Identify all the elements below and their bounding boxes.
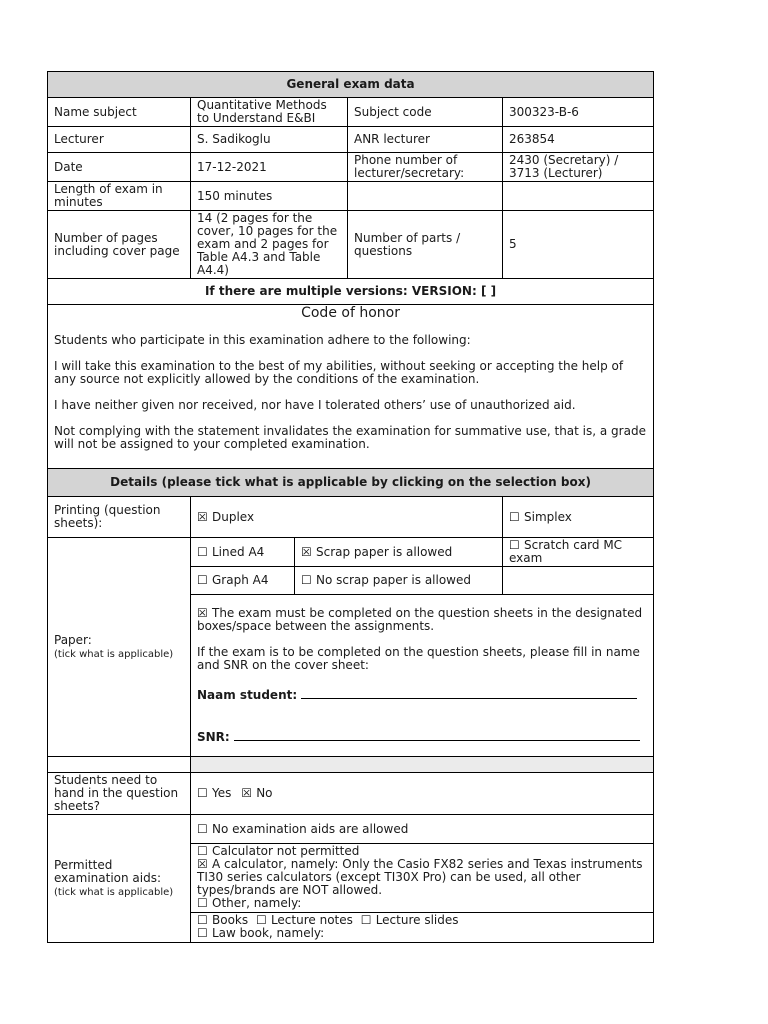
lined-a4-label: Lined A4 — [212, 544, 265, 559]
snr-row — [197, 728, 647, 744]
no-label: No — [256, 786, 273, 800]
lecturer-label: Lecturer — [48, 127, 191, 153]
number-of-pages-label: Number of pages including cover page — [48, 211, 191, 279]
no-scrap-label: No scrap paper is allowed — [316, 573, 471, 587]
permitted-aids-label: Permitted examination aids: — [54, 857, 162, 885]
code-of-honor-title: Code of honor — [301, 305, 400, 321]
no-aids-checkbox[interactable]: ☐ — [197, 821, 208, 836]
scratch-card-checkbox[interactable]: ☐ — [509, 538, 520, 552]
fill-in-note: If the exam is to be completed on the question sheets, please fill in name and SNR on the cover sheet: — [197, 645, 640, 672]
law-book-label: Law book, namely: — [212, 926, 325, 940]
snr-label: SNR: — [197, 730, 230, 744]
versions-line: If there are multiple versions: VERSION: [ ] — [48, 279, 654, 305]
number-of-parts-label: Number of parts / questions — [348, 211, 503, 279]
date-value: 17-12-2021 — [191, 153, 348, 182]
lined-a4-option[interactable] — [191, 538, 295, 567]
scrap-allowed-option[interactable] — [295, 538, 503, 567]
paper-label: Paper: — [54, 632, 92, 647]
exam-length-label: Length of exam in minutes — [48, 182, 191, 211]
yes-label: Yes — [212, 786, 232, 800]
yes-checkbox[interactable]: ☐ — [197, 786, 208, 800]
scrap-allowed-label: Scrap paper is allowed — [316, 544, 453, 559]
empty-cell — [348, 182, 503, 211]
no-scrap-option[interactable] — [295, 567, 503, 595]
hand-in-options — [191, 773, 654, 815]
details-header: Details (please tick what is applicable by clicking on the selection box) — [48, 469, 654, 497]
calc-not-permitted-checkbox[interactable]: ☐ — [197, 844, 208, 858]
lecture-notes-label: Lecture notes — [270, 913, 353, 927]
empty-cell — [503, 182, 654, 211]
name-subject-value: Quantitative Methods to Understand E&BI — [191, 98, 348, 127]
complete-on-sheets-label: The exam must be completed on the question sheets in the designated boxes/space between the assignments. — [197, 606, 643, 633]
naam-student-input[interactable] — [301, 686, 637, 699]
scrap-allowed-checkbox[interactable]: ☒ — [301, 544, 312, 559]
calc-not-permitted-label: Calculator not permitted — [212, 844, 360, 858]
scratch-card-option[interactable] — [503, 538, 654, 567]
graph-a4-option[interactable] — [191, 567, 295, 595]
law-book-option[interactable] — [197, 927, 647, 940]
calc-permitted-label: A calculator, namely: Only the Casio FX82 series and Texas instruments TI30 series calculators (except TI30X Pro) can be used, all other types/brands are NOT allowed. — [197, 857, 643, 897]
paper-label-cell — [48, 538, 191, 757]
honor-paragraph: Not complying with the statement invalidates the examination for summative use, that is, a grade will not be assigned to your completed examination. — [54, 424, 646, 451]
books-label: Books — [212, 913, 249, 927]
duplex-label: Duplex — [212, 509, 255, 524]
no-aids-label: No examination aids are allowed — [212, 821, 409, 836]
hand-in-label: Students need to hand in the question sheets? — [48, 773, 191, 815]
exam-cover-sheet — [47, 71, 653, 943]
exam-length-value: 150 minutes — [191, 182, 348, 211]
duplex-checkbox[interactable]: ☒ — [197, 509, 208, 524]
books-checkbox[interactable]: ☐ — [197, 913, 208, 927]
empty-cell — [503, 567, 654, 595]
aids-tick-note: (tick what is applicable) — [54, 886, 174, 898]
phone-number-value: 2430 (Secretary) / 3713 (Lecturer) — [503, 153, 654, 182]
exam-form-table — [47, 71, 654, 943]
lecture-slides-checkbox[interactable]: ☐ — [360, 913, 372, 927]
anr-lecturer-value: 263854 — [503, 127, 654, 153]
subject-code-value: 300323-B-6 — [503, 98, 654, 127]
general-exam-data-header: General exam data — [48, 72, 654, 98]
other-checkbox[interactable]: ☐ — [197, 896, 208, 910]
simplex-label: Simplex — [524, 509, 572, 524]
lecturer-value: S. Sadikoglu — [191, 127, 348, 153]
permitted-aids-label-cell — [48, 815, 191, 943]
subject-code-label: Subject code — [348, 98, 503, 127]
honor-paragraph: I have neither given nor received, nor have I tolerated others’ use of unauthorized aid. — [54, 398, 576, 412]
lecture-notes-checkbox[interactable]: ☐ — [255, 913, 267, 927]
number-of-pages-value: 14 (2 pages for the cover, 10 pages for the exam and 2 pages for Table A4.3 and Table A4.4) — [191, 211, 348, 279]
simplex-option[interactable] — [503, 497, 654, 538]
question-sheet-instructions — [191, 595, 654, 757]
name-subject-label: Name subject — [48, 98, 191, 127]
honor-paragraph: I will take this examination to the best of my abilities, without seeking or accepting the help of any source not explicitly allowed by the conditions of the examination. — [54, 359, 624, 386]
no-scrap-checkbox[interactable]: ☐ — [301, 573, 312, 587]
other-option[interactable] — [197, 897, 647, 910]
calculator-options — [191, 844, 654, 913]
complete-on-sheets-option[interactable] — [197, 607, 647, 633]
scratch-card-label: Scratch card MC exam — [509, 538, 623, 565]
lined-a4-checkbox[interactable]: ☐ — [197, 544, 208, 559]
lecture-slides-label: Lecture slides — [375, 913, 459, 927]
simplex-checkbox[interactable]: ☐ — [509, 509, 520, 524]
graph-a4-checkbox[interactable]: ☐ — [197, 573, 208, 587]
naam-student-label: Naam student: — [197, 688, 298, 702]
no-aids-option[interactable] — [191, 815, 654, 844]
calc-permitted-checkbox[interactable]: ☒ — [197, 857, 208, 871]
anr-lecturer-label: ANR lecturer — [348, 127, 503, 153]
law-book-checkbox[interactable]: ☐ — [197, 926, 208, 940]
number-of-parts-value: 5 — [503, 211, 654, 279]
gray-divider-row — [191, 757, 654, 773]
duplex-option[interactable] — [191, 497, 503, 538]
complete-on-sheets-checkbox[interactable]: ☒ — [197, 606, 208, 620]
printing-label: Printing (question sheets): — [48, 497, 191, 538]
code-of-honor-section — [48, 305, 654, 469]
reference-materials-options — [191, 913, 654, 943]
empty-cell — [48, 757, 191, 773]
graph-a4-label: Graph A4 — [212, 573, 269, 587]
no-checkbox[interactable]: ☒ — [241, 786, 252, 800]
snr-input[interactable] — [234, 728, 640, 741]
calc-permitted-option[interactable] — [197, 858, 647, 897]
date-label: Date — [48, 153, 191, 182]
other-label: Other, namely: — [212, 896, 302, 910]
honor-paragraph: Students who participate in this examination adhere to the following: — [54, 333, 471, 347]
paper-tick-note: (tick what is applicable) — [54, 648, 174, 660]
phone-number-label: Phone number of lecturer/secretary: — [348, 153, 503, 182]
naam-student-row — [197, 686, 647, 702]
